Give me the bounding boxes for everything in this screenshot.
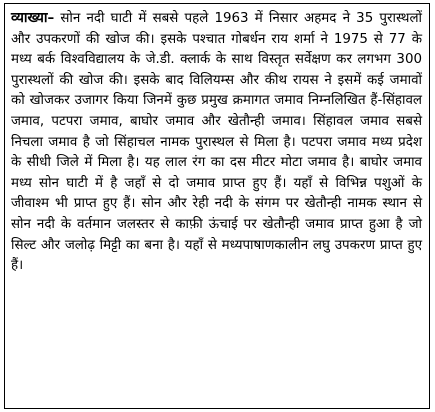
text-box	[4, 3, 430, 409]
explanation-paragraph	[11, 8, 422, 277]
explanation-label: व्याख्या	[11, 10, 48, 26]
explanation-body: सोन नदी घाटी में सबसे पहले 1963 में निसार अहमद ने 35 पुरास्थलों और उपकरणों की खोज की। इसके पश्चात गोबर्धन राय शर्मा ने 1975 से 77 के मध्य बर्क विश्वविद्यालय के जे.डी. क्लार्क के साथ विस्तृत सर्वेक्षण कर लगभग 300 पुरास्थलों की खोज की। इसके बाद विलियम्स और कीथ रायस ने इसमें कई जमावों को खोजकर उजागर किया जिनमें कुछ प्रमुख क्रमागत जमाव निम्नलिखित हैं-सिंहावल जमाव, पटपरा जमाव, बाघोर जमाव और खेतौन्ही जमाव। सिंहावल जमाव सबसे निचला जमाव है जो सिंहाचल नामक पुरास्थल से मिला है। पटपरा जमाव मध्य प्रदेश के सीधी जिले में मिला है। यह लाल रंग का दस मीटर मोटा जमाव है। बाघोर जमाव मध्य सोन घाटी में है जहाँ से दो जमाव प्राप्त हुए हैं। यहाँ से विभिन्न पशुओं के जीवाश्म भी प्राप्त हुए हैं। सोन और रेही नदी के संगम पर खेतौन्ही नामक स्थान से सोन नदी के वर्तमान जलस्तर से काफ़ी ऊंचाई पर खेतौन्ही जमाव प्राप्त हुआ है जो सिल्ट और जलोढ़ मिट्टी का बना है। यहाँ से मध्यपाषाणकालीन लघु उपकरण प्राप्त हुए हैं।	[11, 11, 422, 274]
label-separator: –	[47, 11, 55, 26]
